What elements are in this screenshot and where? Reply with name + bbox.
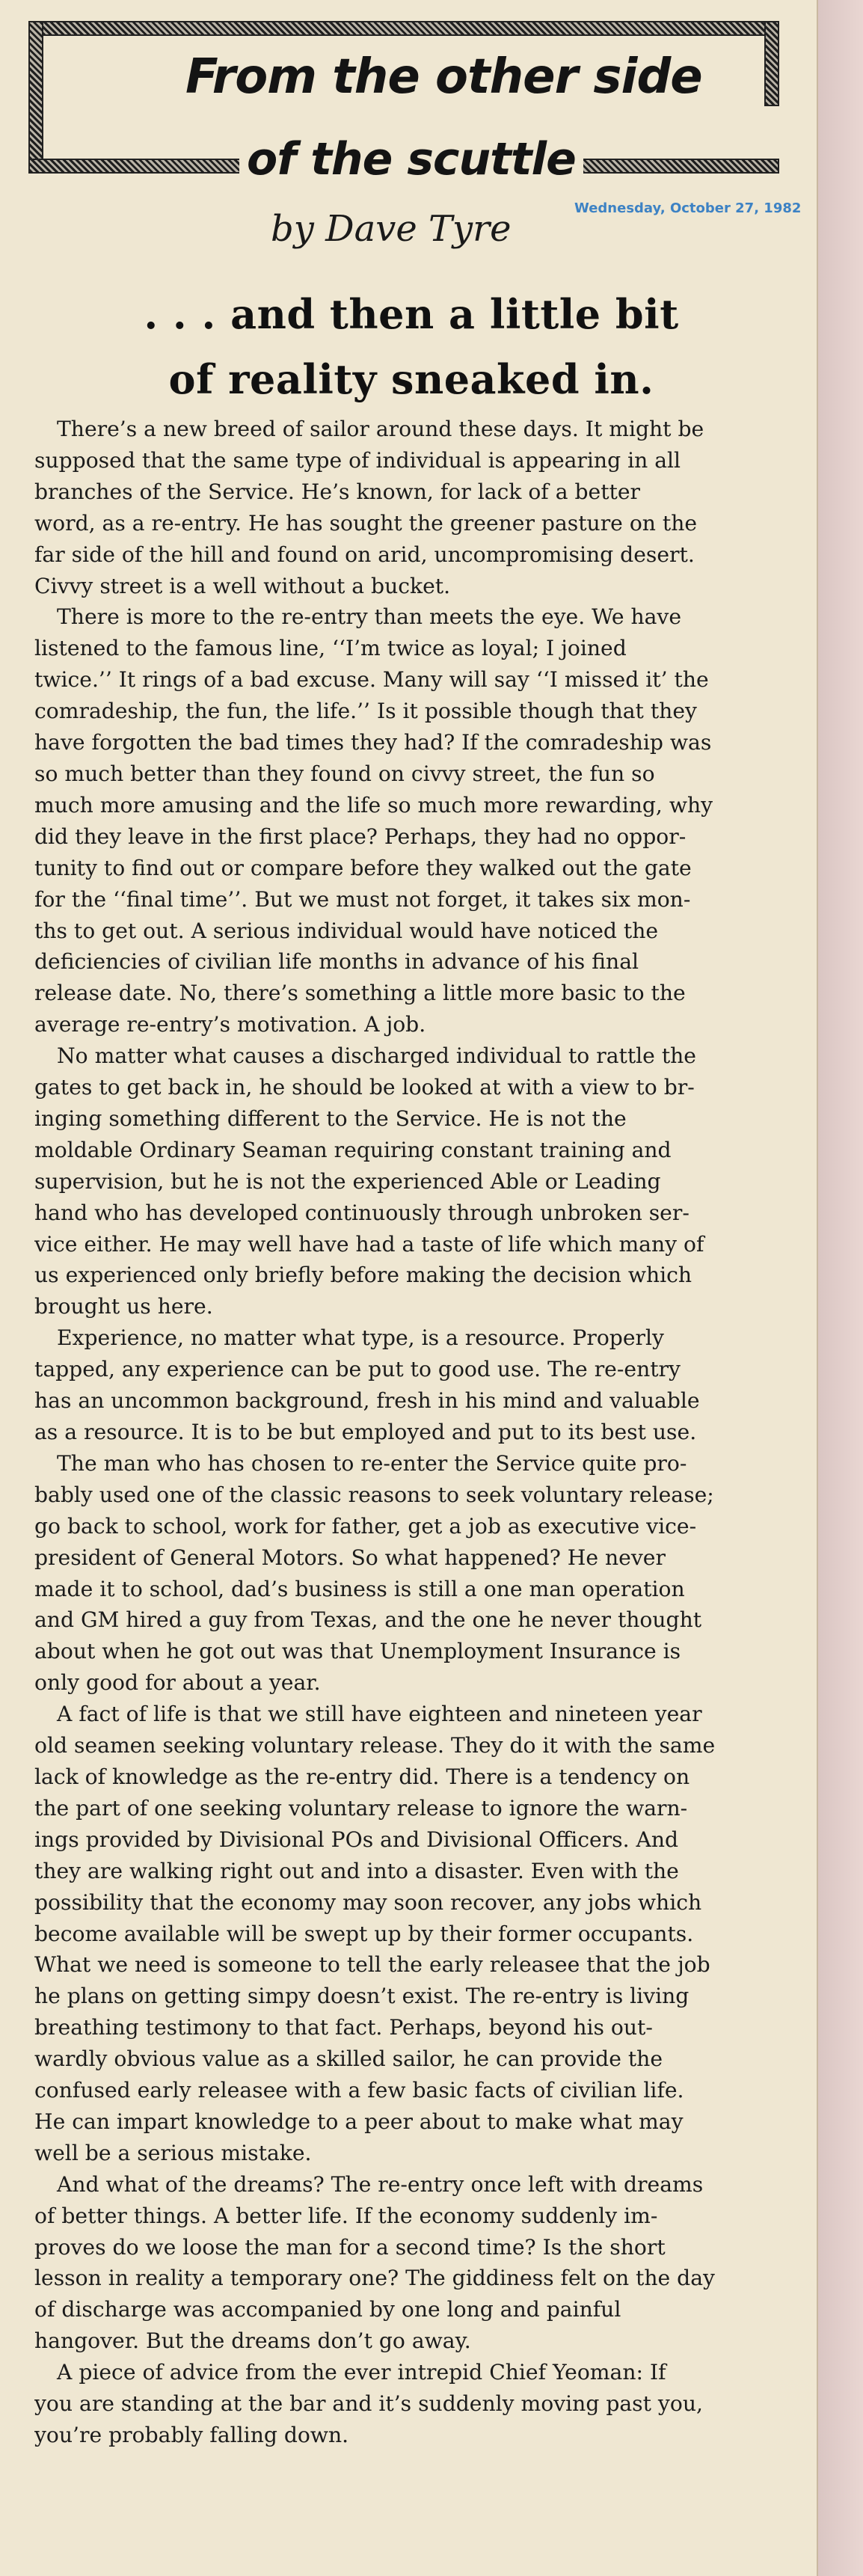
article-line: ings provided by Divisional POs and Divisional Officers. And bbox=[34, 1827, 679, 1852]
article-paragraph bbox=[34, 2357, 797, 2451]
article-paragraph bbox=[34, 1448, 797, 1699]
article-line: wardly obvious value as a skilled sailor, he can provide the bbox=[34, 2046, 663, 2072]
article-line: breathing testimony to that fact. Perhaps, beyond his out- bbox=[34, 2015, 653, 2040]
article-line: He can impart knowledge to a peer about to make what may bbox=[34, 2109, 684, 2134]
article-line: No matter what causes a discharged individual to rattle the bbox=[57, 1043, 696, 1069]
article-line: vice either. He may well have had a taste of life which many of bbox=[34, 1231, 704, 1257]
banner-top-border bbox=[28, 21, 779, 36]
article-line: of better things. A better life. If the economy suddenly im- bbox=[34, 2203, 658, 2228]
article-body bbox=[34, 414, 797, 2451]
article-line: tapped, any experience can be put to good use. The re-entry bbox=[34, 1357, 681, 1382]
article-line: gates to get back in, he should be looked at with a view to br- bbox=[34, 1075, 695, 1100]
article-line: only good for about a year. bbox=[34, 1670, 321, 1696]
article-line: become available will be swept up by their former occupants. bbox=[34, 1921, 694, 1946]
article-line: as a resource. It is to be but employed and put to its best use. bbox=[34, 1420, 697, 1444]
article-line: lack of knowledge as the re-entry did. There is a tendency on bbox=[34, 1764, 690, 1789]
article-line: you’re probably falling down. bbox=[34, 2423, 349, 2447]
article-line: A fact of life is that we still have eighteen and nineteen year bbox=[57, 1702, 702, 1727]
article-line: and GM hired a guy from Texas, and the one he never thought bbox=[34, 1607, 702, 1633]
article-line: about when he got out was that Unemployment Insurance is bbox=[34, 1639, 681, 1664]
article-line: lesson in reality a temporary one? The giddiness felt on the day bbox=[34, 2266, 715, 2291]
article-line: of discharge was accompanied by one long and painful bbox=[34, 2297, 621, 2322]
article-line: deficiencies of civilian life months in advance of his final bbox=[34, 949, 639, 975]
article-line: us experienced only briefly before making the decision which bbox=[34, 1263, 692, 1288]
column-banner bbox=[28, 21, 781, 185]
article-paragraph bbox=[34, 1699, 797, 2169]
article-line: have forgotten the bad times they had? If the comradeship was bbox=[34, 730, 712, 755]
article-line: release date. No, there’s something a little more basic to the bbox=[34, 981, 686, 1006]
article-line: well be a serious mistake. bbox=[34, 2140, 312, 2165]
article-paragraph bbox=[34, 2169, 797, 2357]
article-line: far side of the hill and found on arid, uncompromising desert. bbox=[34, 542, 695, 567]
article-line: The man who has chosen to re-enter the Service quite pro- bbox=[57, 1450, 687, 1476]
article-line: go back to school, work for father, get a job as executive vice- bbox=[34, 1513, 697, 1539]
headline-line-1: . . . and then a little bit bbox=[144, 290, 679, 338]
article-line: the part of one seeking voluntary release to ignore the warn- bbox=[34, 1795, 688, 1821]
article-line: hangover. But the dreams don’t go away. bbox=[34, 2328, 471, 2354]
article-paragraph bbox=[34, 1040, 797, 1322]
article-line: moldable Ordinary Seaman requiring constant training and bbox=[34, 1137, 672, 1162]
article-line: word, as a re-entry. He has sought the greener pasture on the bbox=[34, 510, 698, 536]
article-line: bably used one of the classic reasons to seek voluntary release; bbox=[34, 1482, 714, 1507]
article-line: did they leave in the first place? Perhaps, they had no oppor- bbox=[34, 824, 687, 849]
banner-left-border bbox=[28, 21, 43, 174]
article-line: so much better than they found on civvy street, the fun so bbox=[34, 761, 655, 786]
article-line: And what of the dreams? The re-entry once left with dreams bbox=[57, 2171, 704, 2197]
article-line: brought us here. bbox=[34, 1294, 213, 1319]
article-line: branches of the Service. He’s known, for lack of a better bbox=[34, 479, 641, 504]
banner-right-border bbox=[764, 21, 779, 106]
article-line: There is more to the re-entry than meets the eye. We have bbox=[57, 604, 682, 630]
article-paragraph bbox=[34, 414, 797, 601]
byline: by Dave Tyre bbox=[271, 208, 512, 250]
column-title-line-2: of the scuttle bbox=[239, 133, 583, 185]
article-line: for the ‘‘final time’’. But we must not forget, it takes six mon- bbox=[34, 886, 691, 912]
article-line: made it to school, dad’s business is still a one man operation bbox=[34, 1576, 685, 1601]
article-line: tunity to find out or compare before they walked out the gate bbox=[34, 855, 692, 880]
article-line: inging something different to the Service. He is not the bbox=[34, 1105, 627, 1131]
article-line: much more amusing and the life so much more rewarding, why bbox=[34, 792, 713, 818]
page-background-strip bbox=[817, 0, 863, 2576]
article-line: supposed that the same type of individual is appearing in all bbox=[34, 447, 681, 473]
article-line: Civvy street is a well without a bucket. bbox=[34, 573, 451, 598]
article-line: comradeship, the fun, the life.’’ Is it possible though that they bbox=[34, 699, 697, 724]
article-line: president of General Motors. So what happened? He never bbox=[34, 1545, 666, 1570]
article-line: ths to get out. A serious individual would have noticed the bbox=[34, 918, 659, 943]
article-line: What we need is someone to tell the early releasee that the job bbox=[34, 1952, 710, 1978]
article-line: average re-entry’s motivation. A job. bbox=[34, 1012, 426, 1037]
article-line: A piece of advice from the ever intrepid Chief Yeoman: If bbox=[57, 2360, 666, 2385]
column-title-line-1: From the other side bbox=[178, 49, 710, 105]
article-paragraph bbox=[34, 1322, 797, 1448]
headline-line-2: of reality sneaked in. bbox=[168, 355, 654, 403]
article-line: listened to the famous line, ‘‘I’m twice as loyal; I joined bbox=[34, 636, 627, 661]
article-line: hand who has developed continuously through unbroken ser- bbox=[34, 1200, 690, 1225]
article-line: you are standing at the bar and it’s suddenly moving past you, bbox=[34, 2391, 703, 2417]
article-line: There’s a new breed of sailor around these days. It might be bbox=[57, 417, 704, 441]
article-line: possibility that the economy may soon recover, any jobs which bbox=[34, 1889, 702, 1915]
article-line: Experience, no matter what type, is a resource. Properly bbox=[57, 1325, 664, 1351]
article-line: twice.’’ It rings of a bad excuse. Many will say ‘‘I missed it’ the bbox=[34, 667, 709, 693]
article-paragraph bbox=[34, 601, 797, 1040]
article-line: he plans on getting simpy doesn’t exist. The re-entry is living bbox=[34, 1984, 690, 2009]
article-line: proves do we loose the man for a second time? Is the short bbox=[34, 2234, 666, 2260]
article-line: they are walking right out and into a disaster. Even with the bbox=[34, 1858, 679, 1883]
article-line: supervision, but he is not the experienced Able or Leading bbox=[34, 1168, 661, 1194]
article-line: old seamen seeking voluntary release. They do it with the same bbox=[34, 1733, 716, 1758]
article-line: has an uncommon background, fresh in his mind and valuable bbox=[34, 1388, 700, 1414]
date-stamp: Wednesday, October 27, 1982 bbox=[574, 200, 802, 216]
article-line: confused early releasee with a few basic facts of civilian life. bbox=[34, 2078, 684, 2103]
